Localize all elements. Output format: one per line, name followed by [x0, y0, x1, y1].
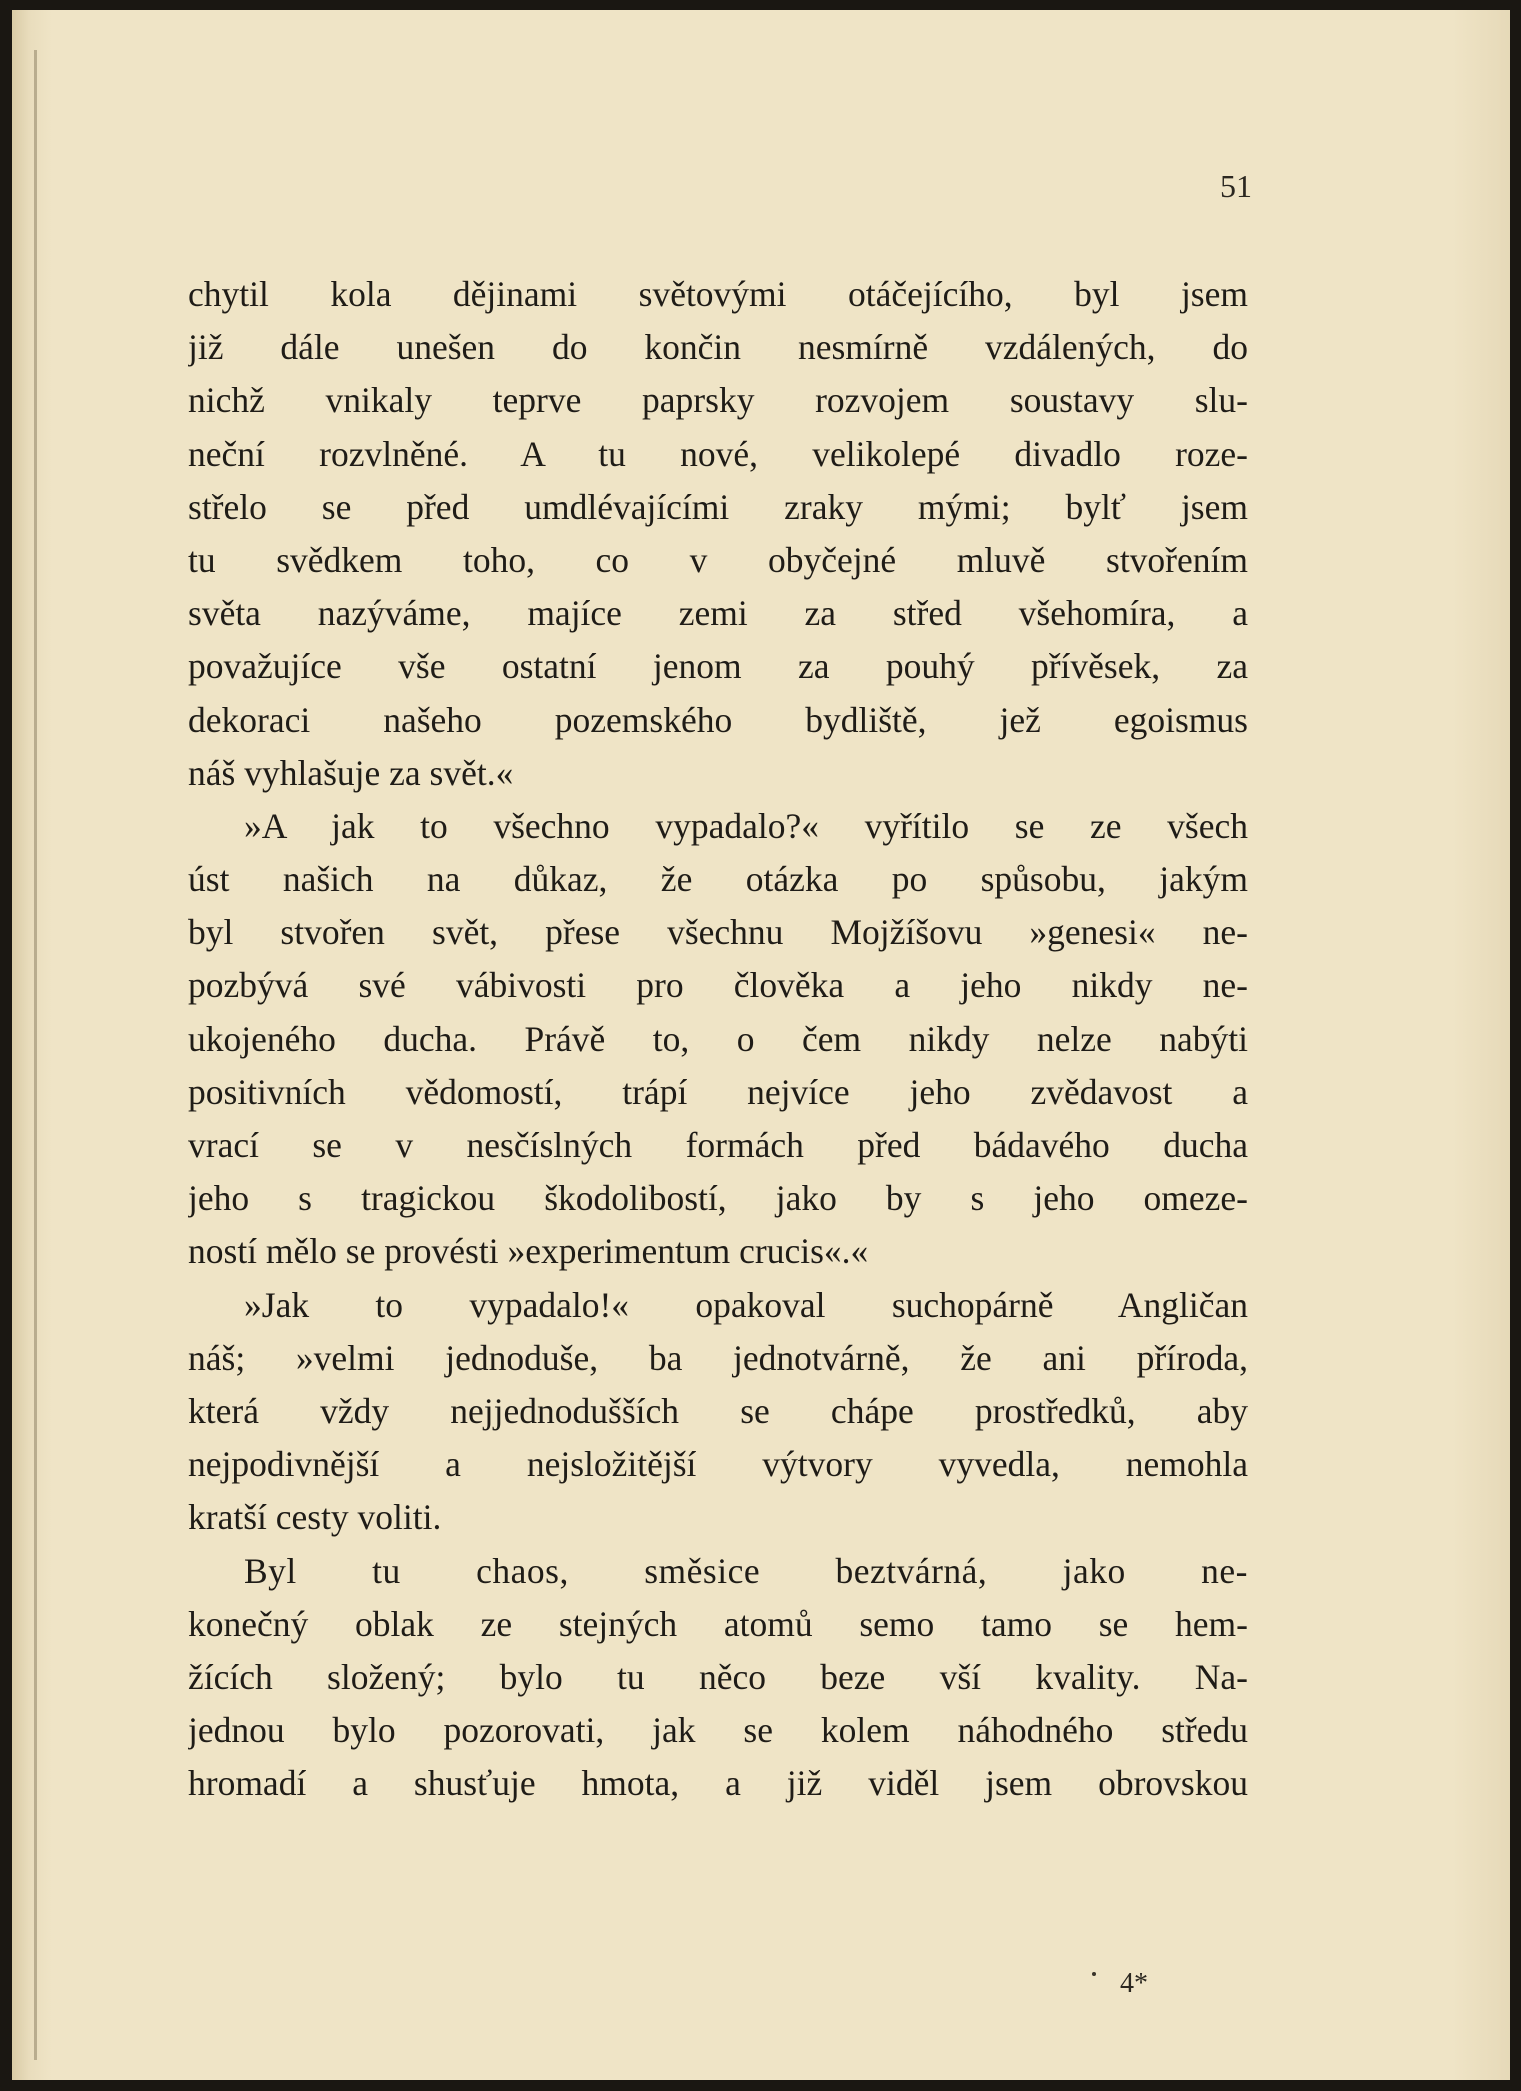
- text-line: která vždy nejjednodušších se chápe prostředků, aby: [188, 1390, 1248, 1431]
- page-text-body: [188, 268, 1248, 1810]
- text-line: jeho s tragickou škodolibostí, jako by s jeho omeze-: [188, 1178, 1248, 1219]
- text-line: úst našich na důkaz, že otázka po spůsobu, jakým: [188, 859, 1248, 900]
- text-line: pozbývá své vábivosti pro člověka a jeho nikdy ne-: [188, 965, 1248, 1006]
- text-line: jednou bylo pozorovati, jak se kolem náhodného středu: [188, 1710, 1248, 1751]
- text-line: považujíce vše ostatní jenom za pouhý přívěsek, za: [188, 646, 1248, 687]
- text-line: chytil kola dějinami světovými otáčejícího, byl jsem: [188, 274, 1248, 314]
- text-line: náš; »velmi jednoduše, ba jednotvárně, že ani příroda,: [188, 1337, 1248, 1378]
- text-line: kratší cesty voliti.: [188, 1497, 442, 1538]
- text-line: »A jak to všechno vypadalo?« vyřítilo se ze všech: [244, 805, 1248, 846]
- signature-mark: 4*: [1120, 1968, 1148, 1999]
- text-line: ukojeného ducha. Právě to, o čem nikdy nelze nabýti: [188, 1018, 1248, 1059]
- text-line: byl stvořen svět, přese všechnu Mojžíšovu »genesi« ne-: [188, 912, 1248, 953]
- text-line: »Jak to vypadalo!« opakoval suchopárně Angličan: [244, 1284, 1248, 1325]
- text-line: žících složený; bylo tu něco beze vší kvality. Na-: [188, 1656, 1248, 1697]
- text-line: střelo se před umdlévajícími zraky mými; bylť jsem: [188, 486, 1248, 527]
- text-line: konečný oblak ze stejných atomů semo tamo se hem-: [188, 1603, 1248, 1644]
- text-line: Byl tu chaos, směsice beztvárná, jako ne-: [244, 1550, 1248, 1591]
- printer-mark-dot: [1092, 1972, 1096, 1976]
- text-line: positivních vědomostí, trápí nejvíce jeho zvědavost a: [188, 1071, 1248, 1112]
- text-line: již dále unešen do končin nesmírně vzdálených, do: [188, 327, 1248, 368]
- text-line: ností mělo se provésti »experimentum crucis«.«: [188, 1231, 869, 1272]
- page-gutter-edge: [34, 50, 37, 2060]
- text-line: nichž vnikaly teprve paprsky rozvojem soustavy slu-: [188, 380, 1248, 421]
- book-page: [12, 10, 1510, 2080]
- text-line: světa nazýváme, majíce zemi za střed všehomíra, a: [188, 593, 1248, 634]
- page-number: 51: [1220, 168, 1252, 204]
- text-line: náš vyhlašuje za svět.«: [188, 752, 514, 793]
- text-line: vrací se v nesčíslných formách před bádavého ducha: [188, 1125, 1248, 1165]
- text-line: dekoraci našeho pozemského bydliště, jež egoismus: [188, 699, 1248, 740]
- text-line: hromadí a shusťuje hmota, a již viděl jsem obrovskou: [188, 1763, 1248, 1804]
- text-line: nejpodivnější a nejsložitější výtvory vyvedla, nemohla: [188, 1444, 1248, 1485]
- text-line: neční rozvlněné. A tu nové, velikolepé divadlo roze-: [188, 433, 1248, 474]
- text-line: tu svědkem toho, co v obyčejné mluvě stvořením: [188, 539, 1248, 580]
